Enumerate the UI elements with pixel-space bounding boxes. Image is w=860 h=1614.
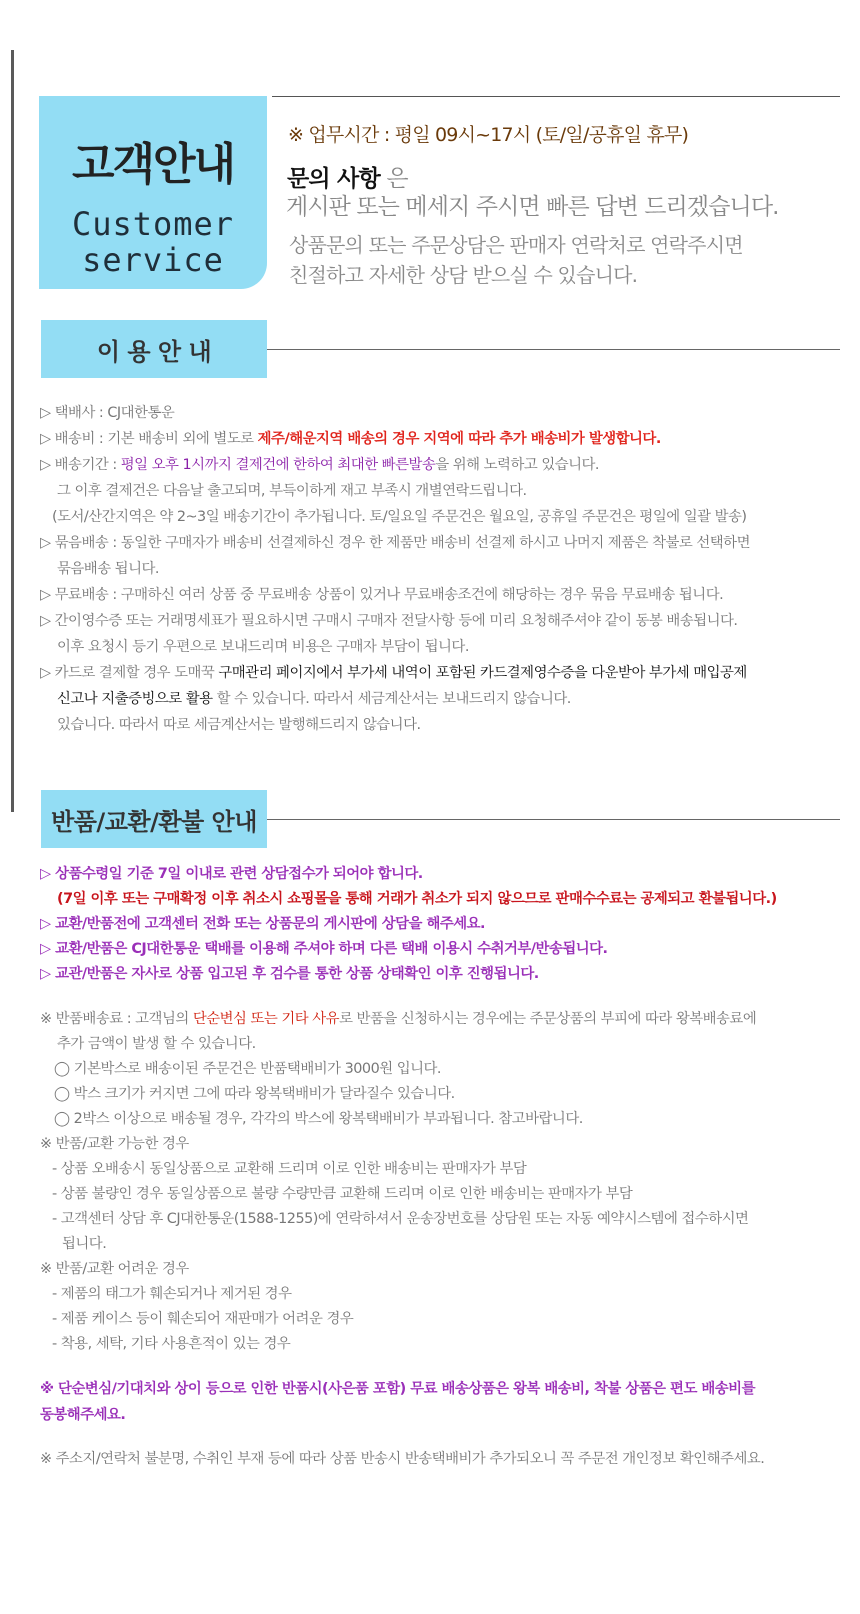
- list-item: 이후 요청시 등기 우편으로 보내드리며 비용은 구매자 부담이 됩니다.: [57, 639, 469, 655]
- usage-guide-list: [40, 400, 840, 738]
- list-item: - 제품 케이스 등이 훼손되어 재판매가 어려운 경우: [52, 1311, 354, 1327]
- list-item: (7일 이후 또는 구매확정 이후 취소시 쇼핑몰을 통해 거래가 취소가 되지 않으므로 판매수수료는 공제되고 환불됩니다.): [57, 891, 777, 907]
- list-item: ▷ 택배사 : CJ대한통운: [40, 405, 175, 421]
- inquiry-body: 게시판 또는 메세지 주시면 빠른 답변 드리겠습니다.: [286, 194, 779, 220]
- list-item: ※ 반품/교환 가능한 경우: [40, 1136, 189, 1152]
- list-item: ▷ 교환/반품은 CJ대한통운 택배를 이용해 주셔야 하며 다른 택배 이용시 수취거부/반송됩니다.: [40, 941, 608, 957]
- customer-service-subtitle: Customer service: [71, 205, 235, 279]
- list-item: ▷ 무료배송 : 구매하신 여러 상품 중 무료배송 상품이 있거나 무료배송조건에 해당하는 경우 묶음 무료배송 됩니다.: [40, 587, 724, 603]
- returns-key-points: [40, 862, 840, 987]
- returns-heading: 반품/교환/환불 안내: [41, 790, 267, 848]
- list-item: 있습니다. 따라서 따로 세금계산서는 발행해드리지 않습니다.: [57, 717, 421, 733]
- list-item: ※ 반품배송료 : 고객님의 단순변심 또는 기타 사유로 반품을 신청하시는 경우에는 주문상품의 부피에 따라 왕복배송료에: [40, 1011, 757, 1027]
- returns-divider: [267, 819, 840, 820]
- list-item: ▷ 배송기간 : 평일 오후 1시까지 결제건에 한하여 최대한 빠른발송을 위해 노력하고 있습니다.: [40, 457, 600, 473]
- list-item: - 착용, 세탁, 기타 사용흔적이 있는 경우: [52, 1336, 291, 1352]
- list-item: - 상품 오배송시 동일상품으로 교환해 드리며 이로 인한 배송비는 판매자가 부담: [52, 1161, 527, 1177]
- list-item: - 고객센터 상담 후 CJ대한통운(1588-1255)에 연락하셔서 운송장번호를 상담원 또는 자동 예약시스템에 접수하시면: [52, 1211, 749, 1227]
- header-divider: [272, 96, 840, 97]
- business-hours: ※ 업무시간 : 평일 09시~17시 (토/일/공휴일 휴무): [288, 124, 689, 146]
- list-item: - 제품의 태그가 훼손되거나 제거된 경우: [52, 1286, 292, 1302]
- usage-guide-heading: 이 용 안 내: [41, 320, 267, 378]
- left-vertical-bar: [11, 50, 14, 812]
- address-note: ※ 주소지/연락처 불분명, 수취인 부재 등에 따라 상품 반송시 반송택배비가 추가되오니 꼭 주문전 개인정보 확인해주세요.: [40, 1451, 765, 1467]
- list-item: 추가 금액이 발생 할 수 있습니다.: [57, 1036, 256, 1052]
- list-item: - 상품 불량인 경우 동일상품으로 불량 수량만큼 교환해 드리며 이로 인한 배송비는 판매자가 부담: [52, 1186, 633, 1202]
- list-item: (도서/산간지역은 약 2~3일 배송기간이 추가됩니다. 토/일요일 주문건은 월요일, 공휴일 주문건은 평일에 일괄 발송): [52, 509, 747, 525]
- list-item: ▷ 교관/반품은 자사로 상품 입고된 후 검수를 통한 상품 상태확인 이후 진행됩니다.: [40, 966, 539, 982]
- returns-details: [40, 1007, 840, 1357]
- list-item: 묶음배송 됩니다.: [57, 561, 159, 577]
- list-item: ▷ 상품수령일 기준 7일 이내로 관련 상담접수가 되어야 합니다.: [40, 866, 423, 882]
- list-item: ▷ 간이영수증 또는 거래명세표가 필요하시면 구매시 구매자 전달사항 등에 미리 요청해주셔야 같이 동봉 배송됩니다.: [40, 613, 738, 629]
- return-shipping-note: ※ 단순변심/기대치와 상이 등으로 인한 반품시(사은품 포함) 무료 배송상품은 왕복 배송비, 착불 상품은 편도 배송비를 동봉해주세요.: [40, 1381, 755, 1423]
- list-item: ◯ 기본박스로 배송이된 주문건은 반품택배비가 3000원 입니다.: [54, 1061, 441, 1077]
- list-item: ◯ 박스 크기가 커지면 그에 따라 왕복택배비가 달라질수 있습니다.: [54, 1086, 455, 1102]
- list-item: 그 이후 결제건은 다음날 출고되며, 부득이하게 재고 부족시 개별연락드립니다.: [57, 483, 527, 499]
- customer-guide-title: 고객안내: [71, 139, 234, 190]
- inquiry-heading: 문의 사항 은: [287, 166, 408, 192]
- usage-guide-divider: [267, 349, 840, 350]
- inquiry-sub-text: 상품문의 또는 주문상담은 판매자 연락처로 연락주시면 친절하고 자세한 상담 받으실 수 있습니다.: [289, 233, 743, 287]
- list-item: ▷ 배송비 : 기본 배송비 외에 별도로 제주/해운지역 배송의 경우 지역에 따라 추가 배송비가 발생합니다.: [40, 431, 661, 447]
- list-item: ※ 반품/교환 어려운 경우: [40, 1261, 189, 1277]
- list-item: ▷ 묶음배송 : 동일한 구매자가 배송비 선결제하신 경우 한 제품만 배송비 선결제 하시고 나머지 제품은 착불로 선택하면: [40, 535, 750, 551]
- list-item: 신고나 지출증빙으로 활용 할 수 있습니다. 따라서 세금계산서는 보내드리지 않습니다.: [57, 691, 571, 707]
- list-item: ▷ 교환/반품전에 고객센터 전화 또는 상품문의 게시판에 상담을 해주세요.: [40, 916, 486, 932]
- customer-service-badge: [39, 96, 267, 289]
- list-item: ◯ 2박스 이상으로 배송될 경우, 각각의 박스에 왕복택배비가 부과됩니다. 참고바랍니다.: [54, 1111, 583, 1127]
- list-item: ▷ 카드로 결제할 경우 도매꾹 구매관리 페이지에서 부가세 내역이 포함된 카드결제영수증을 다운받아 부가세 매입공제: [40, 665, 747, 681]
- list-item: 됩니다.: [62, 1236, 107, 1252]
